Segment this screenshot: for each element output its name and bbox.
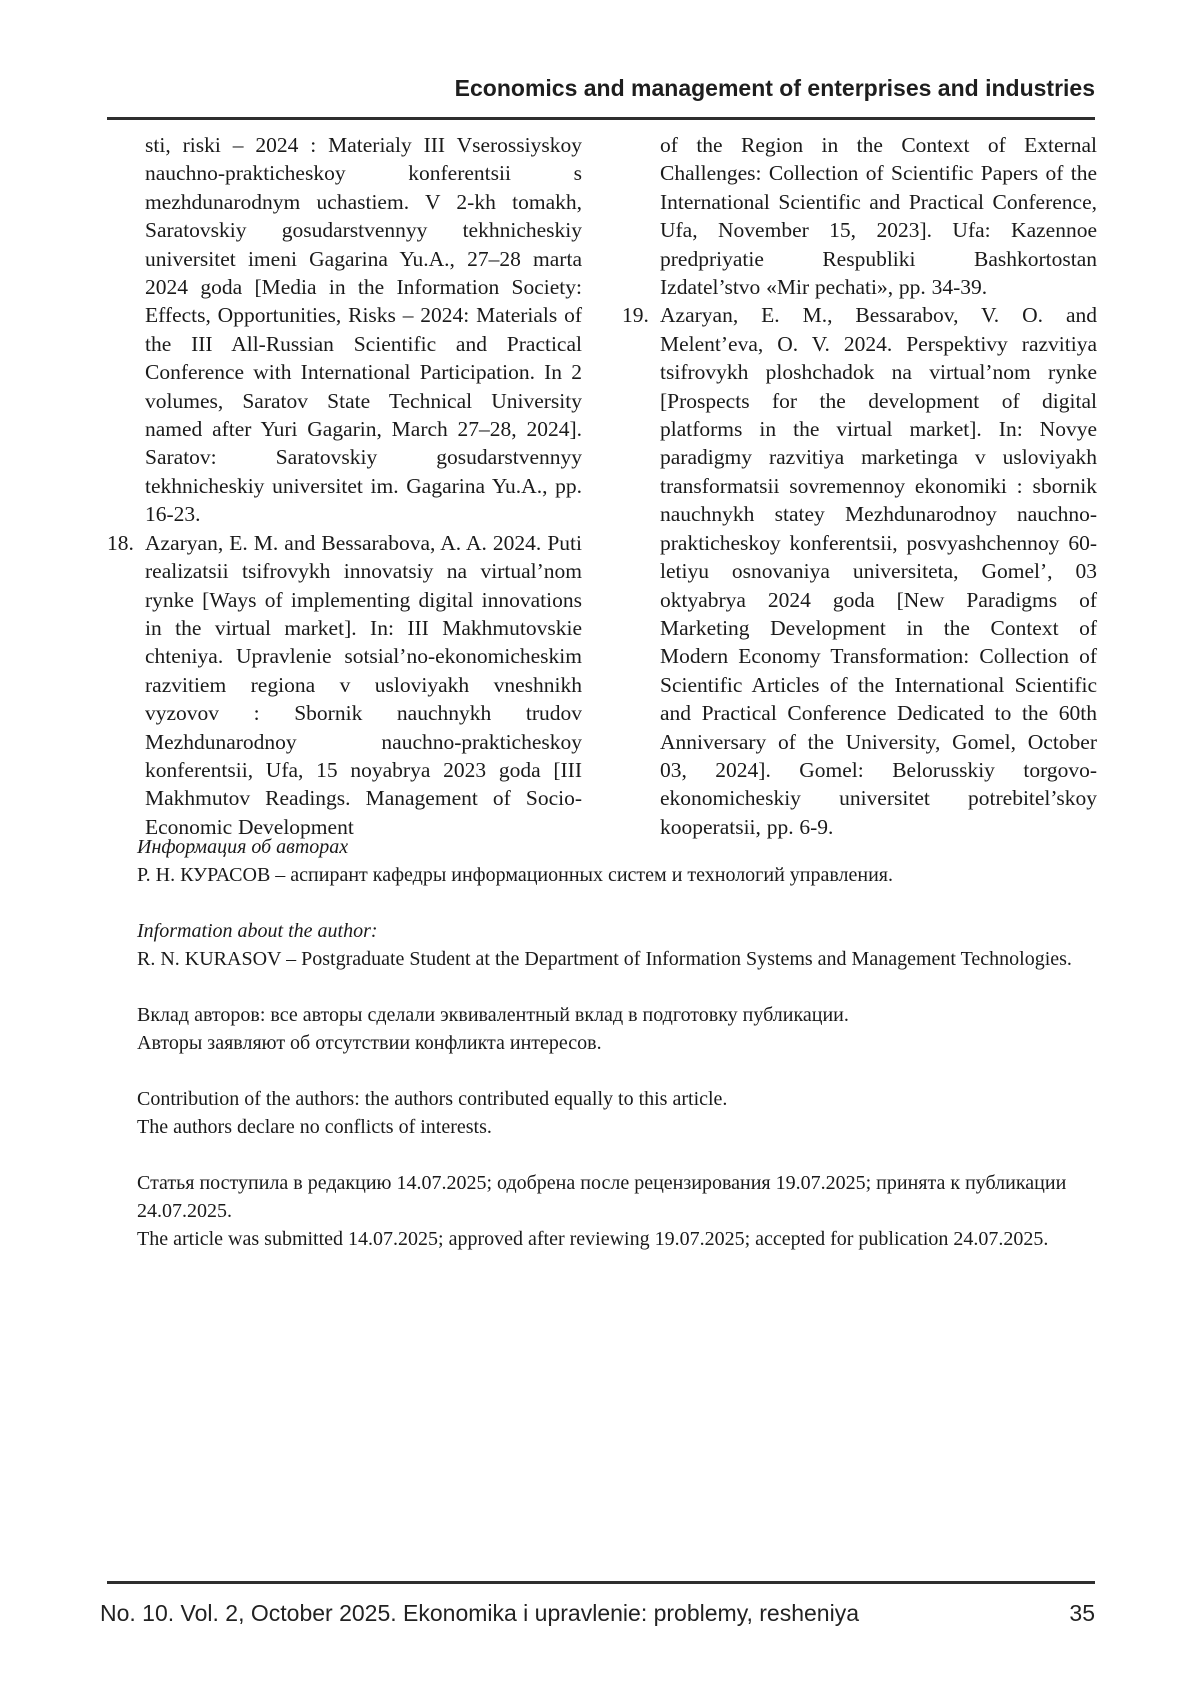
authors-info-ru-heading: Информация об авторах <box>137 836 349 858</box>
contribution-en-line1: Contribution of the authors: the authors contributed equally to this article. <box>137 1088 728 1110</box>
contribution-ru-line1: Вклад авторов: все авторы сделали эквивалентный вклад в подготовку публикации. <box>137 1004 849 1026</box>
contribution-ru <box>137 1001 1095 1057</box>
footer-page-number: 35 <box>1069 1600 1095 1626</box>
page-footer <box>100 1598 1095 1628</box>
running-head-title: Economics and management of enterprises and industries <box>454 75 1095 101</box>
footer-journal-line: No. 10. Vol. 2, October 2025. Ekonomika i upravlenie: problemy, resheniya <box>100 1600 859 1626</box>
article-dates-en: The article was submitted 14.07.2025; approved after reviewing 19.07.2025; accepted for publication 24.07.2025. <box>137 1228 1049 1250</box>
authors-info-en <box>137 917 1095 973</box>
reference-continuation <box>107 131 582 529</box>
contribution-ru-line2: Авторы заявляют об отсутствии конфликта интересов. <box>137 1032 602 1054</box>
authors-info-ru-text: Р. Н. КУРАСОВ – аспирант кафедры информационных систем и технологий управления. <box>137 864 894 886</box>
reference-number: 18. <box>107 530 134 555</box>
authors-info-ru <box>137 833 1095 889</box>
reference-text: sti, riski – 2024 : Materialy III Vserossiyskoy nauchno-prakticheskoy konferentsii s mezhdunarodnym uchastiem. V 2-kh tomakh, Saratovskiy gosudarstvennyy tekhnicheskiy universitet imeni Gagarina Yu.A., 27–28 marta 2024 goda [Media in the Information Society: Effects, Opportunities, Risks – 2024: Materials of the III All-Russian Scientific and Practical Conference with International Participation. In 2 volumes, Saratov State Technical University named after Yuri Gagarin, March 27–28, 2024]. Saratov: Saratovskiy gosudarstvennyy tekhnicheskiy universitet im. Gagarina Yu.A., pp. 16-23. <box>145 133 582 527</box>
header-divider <box>107 117 1095 120</box>
contribution-en <box>137 1085 1095 1141</box>
about-authors-section <box>137 833 1095 1281</box>
article-dates <box>137 1169 1095 1253</box>
reference-item-19 <box>622 301 1097 841</box>
reference-number: 19. <box>622 303 649 328</box>
references-right-column <box>622 131 1097 841</box>
reference-item-18 <box>107 529 582 841</box>
references-section <box>107 131 1097 841</box>
reference-text: Azaryan, E. M. and Bessarabova, A. A. 2024. Puti realizatsii tsifrovykh innovatsiy na virtual’nom rynke [Ways of implementing digital innovations in the virtual market]. In: III Makhmutovskie chteniya. Upravlenie sotsial’no-ekonomicheskim razvitiem regiona v usloviyakh vneshnikh vyzovov : Sbornik nauchnykh trudov Mezhdunarodnoy nauchno-prakticheskoy konferentsii, Ufa, 15 noyabrya 2023 goda [III Makhmutov Readings. Management of Socio-Economic Development <box>145 530 582 839</box>
references-left-column <box>107 131 582 841</box>
authors-info-en-text: R. N. KURASOV – Postgraduate Student at the Department of Information Systems and Management Technologies. <box>137 948 1072 970</box>
authors-info-en-heading: Information about the author: <box>137 920 378 942</box>
reference-text: of the Region in the Context of External Challenges: Collection of Scientific Papers of the International Scientific and Practical Conference, Ufa, November 15, 2023]. Ufa: Kazennoe predpriyatie Respubliki Bashkortostan Izdatel’stvo «Mir pechati», pp. 34-39. <box>660 133 1097 300</box>
article-dates-ru: Статья поступила в редакцию 14.07.2025; одобрена после рецензирования 19.07.2025; принята к публикации 24.07.2025. <box>137 1172 1067 1222</box>
footer-divider <box>107 1581 1095 1584</box>
contribution-en-line2: The authors declare no conflicts of interests. <box>137 1116 492 1138</box>
reference-text: Azaryan, E. M., Bessarabov, V. O. and Melent’eva, O. V. 2024. Perspektivy razvitiya tsifrovykh ploshchadok na virtual’nom rynke [Prospects for the development of digital platforms in the virtual market]. In: Novye paradigmy razvitiya marketinga v usloviyakh transformatsii sovremennoy ekonomiki : sbornik nauchnykh statey Mezhdunarodnoy nauchno-prakticheskoy konferentsii, posvyashchennoy 60-letiyu osnovaniya universiteta, Gomel’, 03 oktyabrya 2024 goda [New Paradigms of Marketing Development in the Context of Modern Economy Transformation: Collection of Scientific Articles of the International Scientific and Practical Conference Dedicated to the 60th Anniversary of the University, Gomel, October 03, 2024]. Gomel: Belorusskiy torgovo-ekonomicheskiy universitet potrebitel’skoy kooperatsii, pp. 6-9. <box>660 303 1097 839</box>
reference-continuation <box>622 131 1097 301</box>
